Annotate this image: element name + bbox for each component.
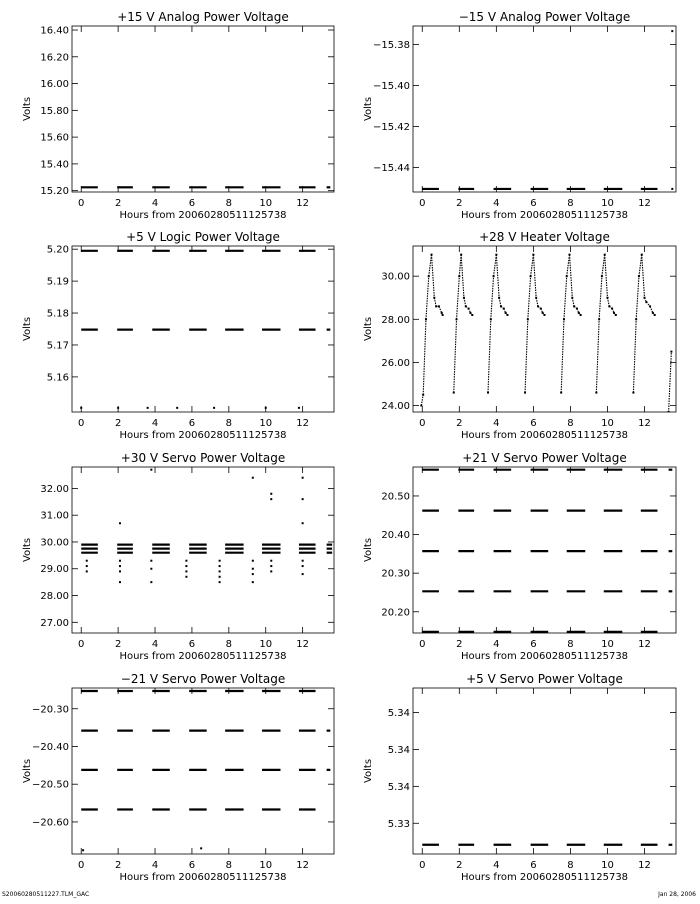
data-trace-segment (461, 255, 464, 298)
data-trace-segment (570, 255, 573, 298)
data-point (270, 493, 272, 495)
data-point (503, 308, 505, 310)
data-point (611, 308, 613, 310)
y-tick-label: 30.00 (381, 271, 410, 283)
data-point (606, 297, 608, 299)
x-tick-label: 0 (78, 418, 85, 429)
y-tick-label: 27.00 (40, 617, 69, 629)
data-point (456, 318, 458, 320)
data-trace-segment (607, 298, 609, 307)
x-tick-label: 0 (78, 860, 85, 871)
data-point (578, 312, 580, 314)
data-point (468, 308, 470, 310)
plot-frame (72, 688, 334, 854)
data-point (645, 301, 647, 303)
x-tick-label: 2 (114, 198, 122, 209)
data-trace-segment (423, 319, 426, 394)
x-tick-label: 8 (567, 860, 574, 871)
data-point (150, 560, 152, 562)
data-point (86, 560, 88, 562)
data-point (563, 318, 565, 320)
data-trace-segment (421, 395, 423, 406)
y-tick-label: 16.20 (40, 52, 69, 64)
x-tick-label: 4 (151, 639, 159, 650)
data-trace-segment (605, 255, 608, 298)
y-tick-label: −20.50 (31, 779, 69, 791)
data-trace-segment (454, 319, 457, 392)
data-point (635, 318, 637, 320)
x-tick-label: 10 (601, 860, 614, 871)
x-tick-label: 4 (151, 860, 159, 871)
data-point (652, 312, 654, 314)
chart-panel-2 (22, 230, 334, 441)
data-point (535, 297, 537, 299)
data-point (219, 565, 221, 567)
data-trace-segment (488, 319, 491, 392)
x-tick-label: 4 (493, 860, 500, 871)
y-tick-label: 20.20 (381, 607, 410, 619)
chart-title: +30 V Servo Power Voltage (120, 451, 286, 465)
data-trace-segment (536, 298, 538, 307)
data-point (185, 570, 187, 572)
chart-title: −15 V Analog Power Voltage (458, 10, 631, 24)
data-point (632, 392, 634, 394)
chart-panel-4 (22, 451, 334, 662)
data-trace-segment (496, 255, 499, 298)
data-point (598, 318, 600, 320)
data-point (453, 392, 455, 394)
plot-frame (72, 467, 334, 633)
y-tick-label: 5.16 (46, 372, 69, 384)
data-point (213, 407, 215, 409)
data-point (465, 305, 467, 307)
data-point (463, 297, 465, 299)
x-tick-label: 6 (188, 639, 196, 650)
data-layer (81, 469, 332, 583)
plot-frame (413, 688, 676, 854)
data-trace-segment (561, 319, 564, 392)
data-point (438, 305, 440, 307)
data-point (265, 407, 267, 409)
data-point (671, 30, 673, 32)
data-point (185, 560, 187, 562)
chart-panel-7 (363, 672, 676, 883)
data-point (302, 573, 304, 575)
y-axis-label: Volts (22, 537, 33, 563)
data-point (505, 312, 507, 314)
x-tick-label: 12 (638, 639, 651, 650)
footer-filename: S20060280511227.TLM_GAC (2, 891, 90, 898)
y-tick-label: 20.30 (381, 568, 410, 580)
y-axis-label: Volts (22, 758, 33, 784)
x-tick-label: 6 (188, 860, 196, 871)
y-tick-label: 16.00 (40, 79, 69, 91)
x-tick-label: 6 (188, 418, 196, 429)
data-point (119, 570, 121, 572)
y-tick-label: 15.80 (40, 105, 69, 117)
chart-panel-3 (363, 230, 676, 441)
x-axis-label: Hours from 20060280511125738 (119, 872, 287, 883)
data-point (601, 275, 603, 277)
data-point (150, 568, 152, 570)
x-axis-label: Hours from 20060280511125738 (460, 210, 629, 221)
y-tick-label: −15.42 (372, 121, 410, 133)
y-tick-label: −20.60 (31, 817, 69, 829)
x-tick-label: 2 (456, 198, 463, 209)
data-trace-segment (636, 276, 639, 319)
y-tick-label: 30.00 (40, 537, 69, 549)
y-tick-label: −20.30 (31, 704, 69, 716)
x-tick-label: 0 (78, 639, 85, 650)
data-point (298, 407, 300, 409)
data-point (670, 351, 672, 353)
y-tick-label: 15.20 (40, 186, 69, 198)
data-point (569, 254, 571, 256)
data-layer (422, 30, 673, 190)
y-axis-label: Volts (22, 96, 33, 122)
y-tick-label: 5.18 (46, 308, 69, 320)
data-point (654, 314, 656, 316)
data-point (82, 849, 84, 851)
data-trace-segment (533, 255, 536, 298)
data-point (252, 573, 254, 575)
x-tick-label: 8 (567, 418, 574, 429)
data-point (487, 392, 489, 394)
x-tick-label: 12 (296, 198, 310, 209)
y-tick-label: 29.00 (40, 564, 69, 576)
data-point (270, 498, 272, 500)
x-tick-label: 8 (225, 639, 233, 650)
x-tick-label: 10 (259, 639, 273, 650)
chart-title: +28 V Heater Voltage (479, 230, 610, 244)
x-tick-label: 0 (419, 418, 426, 429)
data-point (469, 312, 471, 314)
y-tick-label: 16.40 (40, 25, 69, 37)
data-trace-segment (426, 276, 429, 319)
data-point (498, 297, 500, 299)
data-point (540, 308, 542, 310)
data-point (571, 297, 573, 299)
data-point (219, 581, 221, 583)
x-tick-label: 10 (259, 198, 273, 209)
x-tick-label: 6 (530, 198, 537, 209)
chart-panel-6 (22, 672, 334, 883)
data-point (573, 305, 575, 307)
data-trace-segment (494, 255, 497, 277)
data-trace-segment (434, 298, 436, 307)
data-trace-segment (464, 298, 466, 307)
data-point (270, 560, 272, 562)
data-point (119, 560, 121, 562)
x-tick-label: 4 (151, 198, 159, 209)
y-tick-label: 5.19 (46, 276, 69, 288)
data-point (219, 560, 221, 562)
chart-title: +21 V Servo Power Voltage (462, 451, 627, 465)
x-axis-label: Hours from 20060280511125738 (460, 430, 629, 441)
data-point (252, 560, 254, 562)
data-point (595, 392, 597, 394)
x-tick-label: 8 (567, 639, 574, 650)
x-tick-label: 6 (530, 639, 537, 650)
y-tick-label: 5.34 (387, 781, 410, 793)
data-point (458, 275, 460, 277)
x-tick-label: 2 (456, 860, 463, 871)
y-tick-label: 15.40 (40, 159, 69, 171)
x-tick-label: 4 (493, 639, 500, 650)
data-layer (80, 251, 330, 409)
x-tick-label: 12 (296, 860, 310, 871)
y-tick-label: 5.20 (46, 244, 69, 256)
x-tick-label: 0 (78, 198, 85, 209)
y-tick-label: 5.34 (387, 744, 410, 756)
data-point (530, 275, 532, 277)
x-axis-label: Hours from 20060280511125738 (119, 430, 287, 441)
data-point (442, 314, 444, 316)
data-trace-segment (528, 276, 531, 319)
data-point (119, 581, 121, 583)
data-point (493, 275, 495, 277)
x-tick-label: 2 (456, 639, 463, 650)
data-trace-segment (564, 276, 567, 319)
x-axis-label: Hours from 20060280511125738 (460, 872, 629, 883)
y-tick-label: 15.60 (40, 132, 69, 144)
x-tick-label: 8 (225, 418, 233, 429)
data-layer (420, 254, 672, 413)
x-tick-label: 2 (456, 418, 463, 429)
x-tick-label: 2 (114, 418, 122, 429)
x-tick-label: 4 (151, 418, 159, 429)
data-trace-segment (639, 255, 642, 277)
x-tick-label: 12 (638, 418, 651, 429)
x-tick-label: 10 (601, 418, 614, 429)
x-axis-label: Hours from 20060280511125738 (460, 651, 629, 662)
data-point (566, 275, 568, 277)
data-point (80, 407, 82, 409)
y-tick-label: 32.00 (40, 483, 69, 495)
x-tick-label: 0 (419, 860, 426, 871)
data-point (219, 576, 221, 578)
plot-frame (413, 246, 676, 412)
data-point (147, 407, 149, 409)
x-tick-label: 10 (259, 418, 273, 429)
chart-panel-5 (363, 451, 676, 662)
x-tick-label: 4 (493, 198, 500, 209)
y-tick-label: 26.00 (381, 357, 410, 369)
x-tick-label: 4 (493, 418, 500, 429)
x-tick-label: 0 (419, 198, 426, 209)
x-tick-label: 12 (296, 418, 310, 429)
data-point (460, 254, 462, 256)
x-tick-label: 10 (601, 198, 614, 209)
data-point (441, 312, 443, 314)
chart-title: +5 V Logic Power Voltage (126, 230, 280, 244)
x-tick-label: 6 (530, 860, 537, 871)
x-tick-label: 12 (296, 639, 310, 650)
data-point (185, 576, 187, 578)
data-point (644, 297, 646, 299)
plot-frame (72, 26, 334, 192)
x-tick-label: 12 (638, 198, 651, 209)
x-tick-label: 10 (259, 860, 273, 871)
y-tick-label: 31.00 (40, 510, 69, 522)
data-point (420, 405, 422, 407)
y-tick-label: 24.00 (381, 401, 410, 413)
data-point (425, 318, 427, 320)
data-point (490, 318, 492, 320)
y-axis-label: Volts (22, 316, 33, 342)
y-axis-label: Volts (363, 316, 374, 342)
chart-panel-1 (363, 10, 676, 221)
y-tick-label: 5.17 (46, 340, 69, 352)
y-axis-label: Volts (363, 758, 374, 784)
data-point (638, 275, 640, 277)
data-point (252, 581, 254, 583)
data-point (219, 570, 221, 572)
footer-date: Jan 28, 2006 (658, 891, 696, 898)
data-point (560, 392, 562, 394)
x-tick-label: 6 (188, 198, 196, 209)
x-tick-label: 10 (601, 639, 614, 650)
chart-title: −21 V Servo Power Voltage (120, 672, 286, 686)
chart-panel-0 (22, 10, 334, 221)
data-point (302, 498, 304, 500)
y-axis-label: Volts (363, 537, 374, 563)
x-tick-label: 2 (114, 639, 122, 650)
data-point (431, 254, 433, 256)
data-point (542, 312, 544, 314)
x-tick-label: 8 (225, 198, 233, 209)
y-axis-label: Volts (363, 96, 374, 122)
data-point (532, 254, 534, 256)
data-trace-segment (525, 319, 528, 392)
data-point (537, 305, 539, 307)
x-tick-label: 2 (114, 860, 122, 871)
data-point (200, 847, 202, 849)
data-point (252, 477, 254, 479)
data-point (495, 254, 497, 256)
x-axis-label: Hours from 20060280511125738 (119, 651, 287, 662)
data-trace-segment (602, 255, 605, 277)
y-tick-label: 5.33 (387, 818, 410, 830)
data-point (86, 570, 88, 572)
y-tick-label: −15.38 (372, 39, 410, 51)
data-trace-segment (633, 319, 636, 392)
data-trace-segment (432, 255, 435, 298)
data-point (428, 275, 430, 277)
x-tick-label: 6 (530, 418, 537, 429)
data-point (117, 407, 119, 409)
data-point (615, 314, 617, 316)
data-point (471, 314, 473, 316)
chart-title: +5 V Servo Power Voltage (466, 672, 623, 686)
data-point (527, 318, 529, 320)
data-point (580, 314, 582, 316)
plot-frame (413, 467, 676, 633)
x-tick-label: 8 (567, 198, 574, 209)
data-point (608, 305, 610, 307)
data-point (433, 297, 435, 299)
y-tick-label: 5.34 (387, 708, 410, 720)
data-point (270, 570, 272, 572)
data-trace-segment (572, 298, 574, 307)
x-tick-label: 8 (225, 860, 233, 871)
data-trace-segment (642, 255, 645, 298)
data-point (613, 312, 615, 314)
y-tick-label: 20.40 (381, 530, 410, 542)
data-point (86, 565, 88, 567)
data-point (671, 188, 673, 190)
data-point (252, 568, 254, 570)
y-tick-label: 20.50 (381, 491, 410, 503)
data-point (302, 560, 304, 562)
data-trace-segment (596, 319, 599, 392)
data-point (422, 394, 424, 396)
data-point (604, 254, 606, 256)
data-point (435, 305, 437, 307)
data-trace-segment (669, 352, 672, 412)
y-tick-label: 28.00 (40, 591, 69, 603)
data-point (641, 254, 643, 256)
data-point (544, 314, 546, 316)
data-layer (422, 470, 672, 632)
data-trace-segment (567, 255, 570, 277)
y-tick-label: −20.40 (31, 741, 69, 753)
data-point (185, 565, 187, 567)
data-point (119, 522, 121, 524)
data-point (524, 392, 526, 394)
data-layer (81, 691, 330, 851)
data-point (176, 407, 178, 409)
data-point (270, 565, 272, 567)
chart-title: +15 V Analog Power Voltage (117, 10, 289, 24)
data-point (668, 411, 670, 413)
data-point (576, 308, 578, 310)
data-point (119, 565, 121, 567)
x-tick-label: 12 (638, 860, 651, 871)
data-point (302, 522, 304, 524)
data-point (506, 314, 508, 316)
y-tick-label: −15.40 (372, 80, 410, 92)
data-trace-segment (599, 276, 602, 319)
data-trace-segment (531, 255, 534, 277)
y-tick-label: 28.00 (381, 314, 410, 326)
x-axis-label: Hours from 20060280511125738 (119, 210, 287, 221)
data-point (649, 305, 651, 307)
data-trace-segment (499, 298, 501, 307)
data-trace-segment (491, 276, 494, 319)
data-point (302, 565, 304, 567)
data-trace-segment (457, 276, 460, 319)
data-trace-segment (429, 255, 432, 277)
x-tick-label: 0 (419, 639, 426, 650)
data-point (302, 477, 304, 479)
data-point (150, 469, 152, 471)
data-point (150, 581, 152, 583)
data-point (500, 305, 502, 307)
plot-frame (413, 26, 676, 192)
y-tick-label: −15.44 (372, 162, 410, 174)
